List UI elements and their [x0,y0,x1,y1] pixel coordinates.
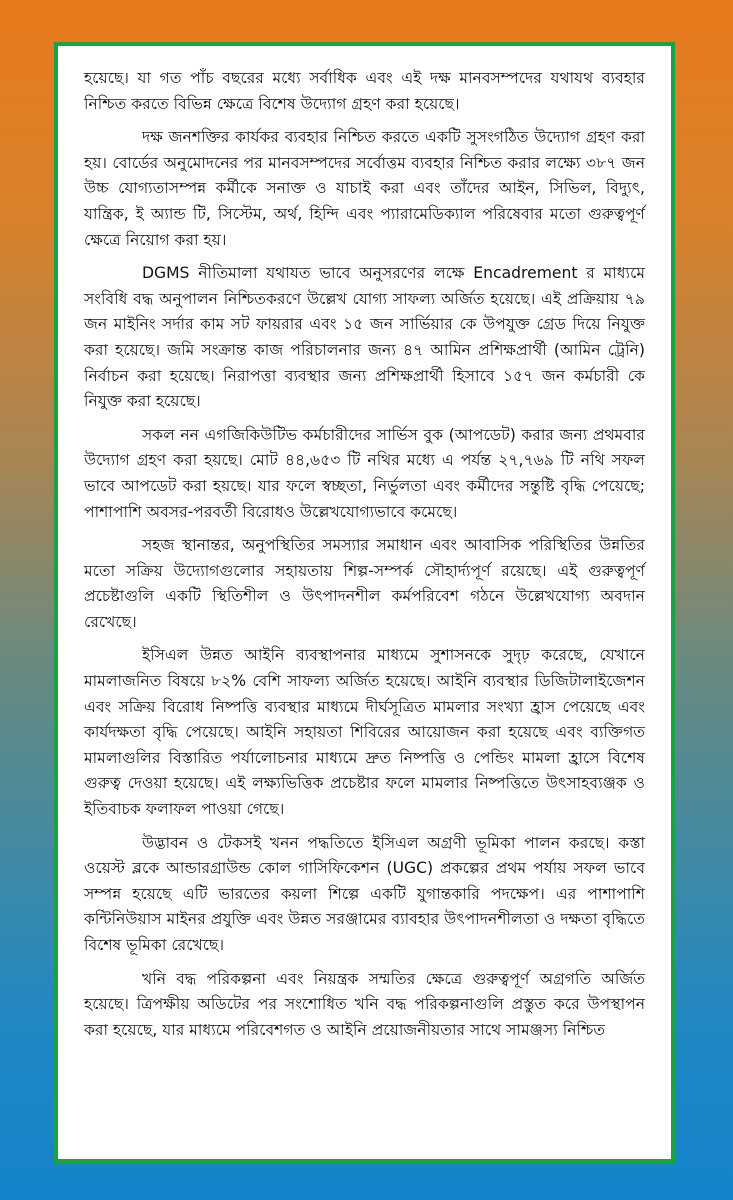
paragraph-3: DGMS নীতিমালা যথাযত ভাবে অনুসরণের লক্ষে Encadrement র মাধ্যমে সংবিধি বদ্ধ অনুপালন নিশ্চিতকরণে উল্লেখ যোগ্য সাফল্য অর্জিত হয়েছে। এই প্রক্রিয়ায় ৭৯ জন মাইনিং সর্দার কাম সট ফায়রার এবং ১৫ জন সার্ভিয়ার কে উপযুক্ত গ্রেড দিয়ে নিযুক্ত করা হয়েছে। জমি সংক্রান্ত কাজ পরিচালনার জন্য ৪৭ আমিন প্রশিক্ষপ্রার্থী (আমিন ট্রেনি) নির্বাচন করা হয়েছে। নিরাপত্তা ব্যবস্থার জন্য প্রশিক্ষপ্রার্থী হিসাবে ১৫৭ জন কর্মচারী কে নিযুক্ত করা হয়েছে। [84,264,645,411]
page-frame [54,42,675,1163]
document-body [84,66,645,1051]
paragraph-4: সকল নন এগজিকিউটিভ কর্মচারীদের সার্ভিস বুক (আপডেট) করার জন্য প্রথমবার উদ্যোগ গ্রহণ করা হয়ছে। মোট ৪৪,৬৫৩ টি নথির মধ্যে এ পর্যন্ত ২৭,৭৬৯ টি নথি সফল ভাবে আপডেট করা হয়ছে। যার ফলে স্বচ্ছতা, নির্ভুলতা এবং কর্মীদের সন্তুষ্টি বৃদ্ধি পেয়েছে; পাশাপাশি অবসর-পরবর্তী বিরোধও উল্লেখযোগ্যভাবে কমেছে। [84,425,645,521]
paragraph-2: দক্ষ জনশক্তির কার্যকর ব্যবহার নিশ্চিত করতে একটি সুসংগঠিত উদ্যোগ গ্রহণ করা হয়। বোর্ডের অনুমোদনের পর মানবসম্পদের সর্বোত্তম ব্যবহার নিশ্চিত করার লক্ষ্যে ৩৮৭ জন উচ্চ যোগ্যতাসম্পন্ন কর্মীকে সনাক্ত ও যাচাই করা এবং তাঁদের আইন, সিভিল, বিদ্যুৎ, যান্ত্রিক, ই অ্যান্ড টি, সিস্টেম, অর্থ, হিন্দি এবং প্যারামেডিক্যাল পরিষেবার মতো গুরুত্বপূর্ণ ক্ষেত্রে নিয়োগ করা হয়। [84,128,645,249]
paragraph-8: খনি বদ্ধ পরিকল্পনা এবং নিয়ন্ত্রক সম্মতির ক্ষেত্রে গুরুত্বপূর্ণ অগ্রগতি অর্জিত হয়েছে। ত্রিপক্ষীয় অডিটের পর সংশোধিত খনি বদ্ধ পরিকল্পনাগুলি প্রস্তুত করে উপস্থাপন করা হয়েছে, যার মাধ্যমে পরিবেশগত ও আইনি প্রয়োজনীয়তার সাথে সামঞ্জস্য নিশ্চিত [84,969,645,1039]
paragraph-1: হয়েছে। যা গত পাঁচ বছরের মধ্যে সর্বাধিক এবং এই দক্ষ মানবসম্পদের যথাযথ ব্যবহার নিশ্চিত করতে বিভিন্ন ক্ষেত্রে বিশেষ উদ্যোগ গ্রহণ করা হয়েছে। [84,69,645,113]
paragraph-6: ইসিএল উন্নত আইনি ব্যবস্থাপনার মাধ্যমে সুশাসনকে সুদৃঢ় করেছে, যেখানে মামলাজনিত বিষয়ে ৮২% বেশি সাফল্য অর্জিত হয়েছে। আইনি ব্যবস্থার ডিজিটালাইজেশন এবং সক্রিয় বিরোধ নিষ্পত্তি ব্যবস্থার মাধ্যমে দীর্ঘসূত্রিত মামলার সংখ্যা হ্রাস পেয়েছে এবং কার্যদক্ষতা বৃদ্ধি পেয়েছে। আইনি সহায়তা শিবিরের আয়োজন করা হয়েছে এবং ব্যক্তিগত মামলাগুলির বিস্তারিত পর্যালোচনার মাধ্যমে দ্রুত নিষ্পত্তি ও পেন্ডিং মামলা হ্রাসে বিশেষ গুরুত্ব দেওয়া হয়েছে। এই লক্ষ্যভিত্তিক প্রচেষ্টার ফলে মামলার নিষ্পত্তিতে উৎসাহব্যঞ্জক ও ইতিবাচক ফলাফল পাওয়া গেছে। [84,646,645,819]
paragraph-7: উদ্ভাবন ও টেকসই খনন পদ্ধতিতে ইসিএল অগ্রণী ভূমিকা পালন করছে। কস্তা ওয়েস্ট ব্লকে আন্ডারগ্রাউন্ড কোল গাসিফিকেশন (UGC) প্রকল্পের প্রথম পর্যায় সফল ভাবে সম্পন্ন হয়েছে এটি ভারতের কয়লা শিল্পে একটি যুগান্তকারি পদক্ষেপ। এর পাশাপাশি কন্টিনিউয়াস মাইনর প্রযুক্তি এবং উন্নত সরঞ্জামের ব্যাবহার উৎপাদনশীলতা ও দক্ষতা বৃদ্ধিতে বিশেষ ভূমিকা রেখেছে। [84,833,645,954]
paragraph-5: সহজ স্থানান্তর, অনুপস্থিতির সমস্যার সমাধান এবং আবাসিক পরিস্থিতির উন্নতির মতো সক্রিয় উদ্যোগগুলোর সহায়তায় শিল্প-সম্পর্ক সৌহার্দ্যপূর্ণ রয়েছে। এই গুরুত্বপূর্ণ প্রচেষ্টাগুলি একটি স্থিতিশীল ও উৎপাদনশীল কর্মপরিবেশ গঠনে উল্লেখযোগ্য অবদান রেখেছে। [84,536,645,631]
